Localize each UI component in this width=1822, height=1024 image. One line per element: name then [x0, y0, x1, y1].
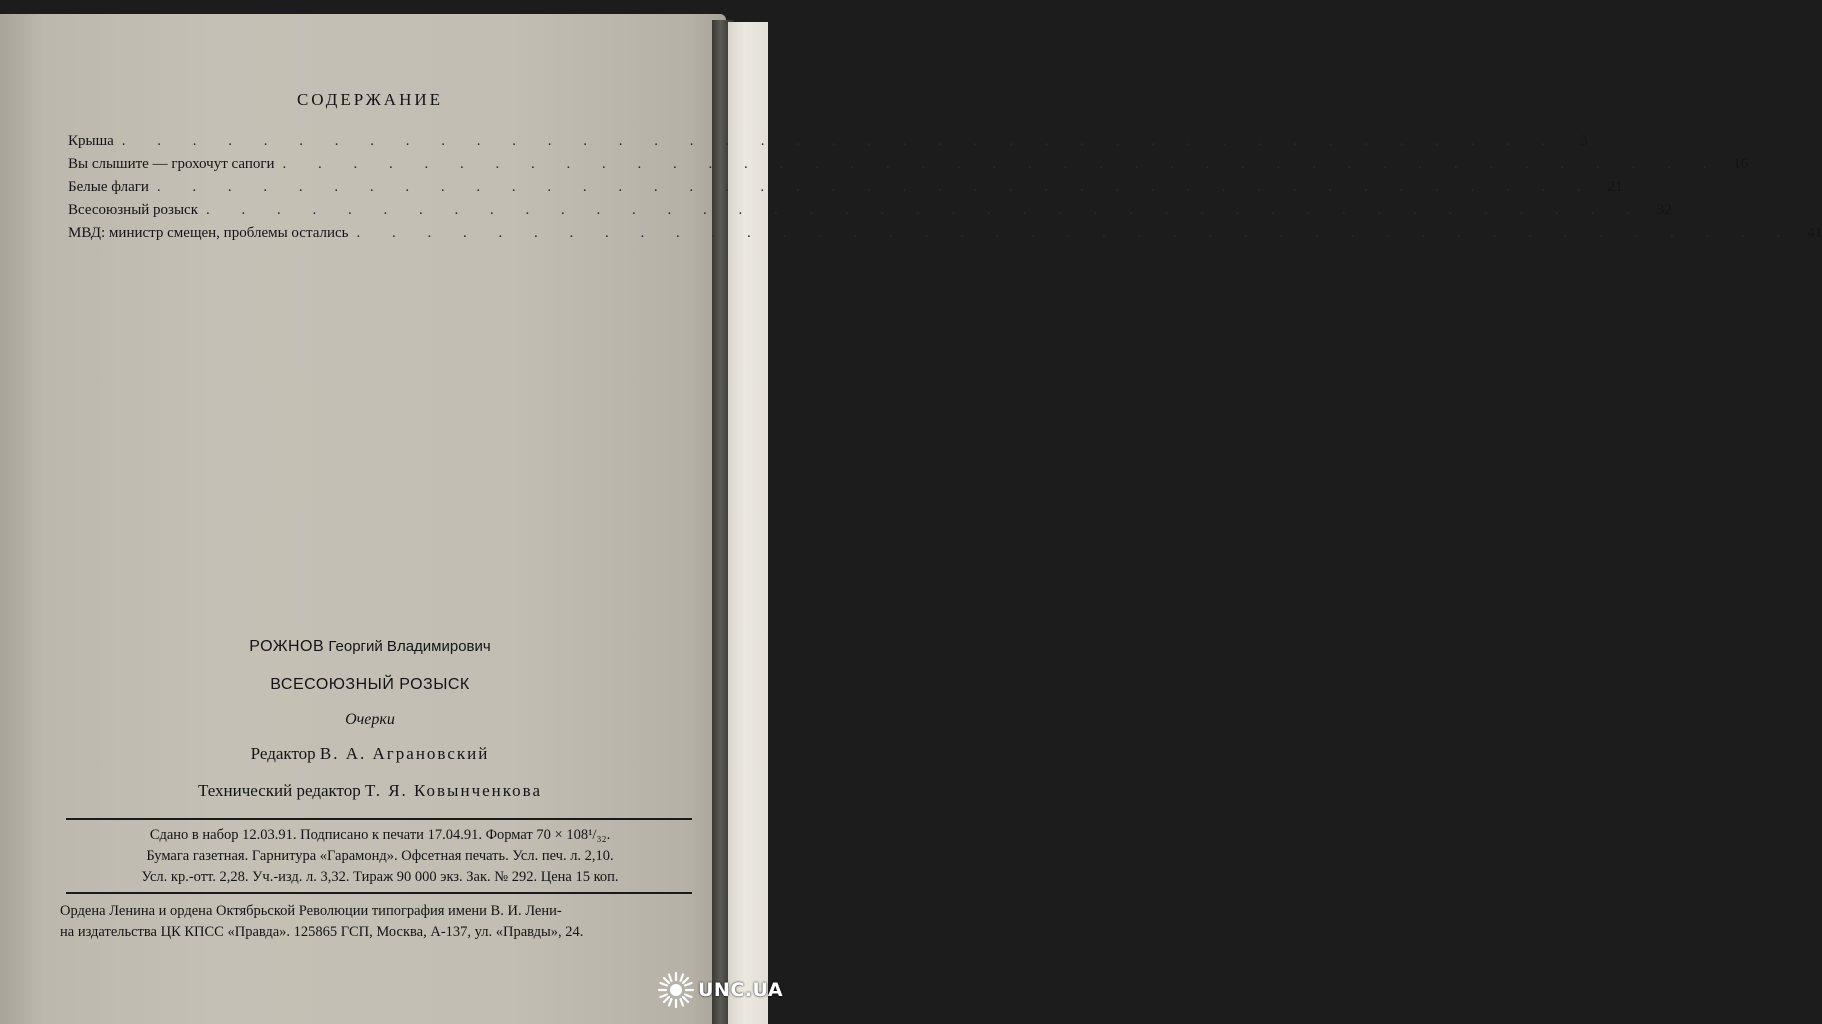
toc-entry-label: МВД: министр смещен, проблемы остались [68, 225, 349, 241]
toc-entry-label: Крыша [68, 133, 114, 149]
author-given-name: Георгий Владимирович [328, 638, 491, 655]
imprint-line-3: Усл. кр.-отт. 2,28. Уч.-изд. л. 3,32. Тираж 90 000 экз. Зак. № 292. Цена 15 коп. [141, 869, 619, 885]
imprint-line-1: Сдано в набор 12.03.91. Подписано к печати 17.04.91. Формат 70 × 108¹/₃₂. [149, 827, 611, 843]
tech-editor-label: Технический редактор [197, 781, 361, 800]
toc-leader-dots: . . . . . . . . . . . . . . . . . . . . . . . . . . . . . . . . . . . . . . . . . [156, 179, 1595, 195]
toc-entry-label: Вы слышите — грохочут сапоги [68, 156, 275, 172]
imprint-top-rule [66, 818, 692, 820]
tech-editor-name: Т. Я. Ковынченкова [365, 781, 543, 800]
toc-entry [68, 151, 1749, 173]
editor-label: Редактор [250, 744, 316, 763]
printer-line-1: Ордена Ленина и ордена Октябрьской Революции типография имени В. И. Лени- [60, 903, 562, 919]
toc-title: СОДЕРЖАНИЕ [296, 90, 444, 109]
book-genre: Очерки [345, 711, 395, 728]
imprint-bottom-rule [66, 892, 692, 894]
editor-line [0, 744, 740, 764]
toc-entry-page: 41 [1807, 225, 1822, 241]
toc-entry [68, 128, 1588, 150]
watermark [656, 966, 784, 1014]
toc-entry-page: 21 [1607, 179, 1623, 195]
toc-entry-page: 32 [1656, 202, 1672, 218]
editor-name: В. А. Аграновский [319, 744, 490, 763]
tech-editor-line [0, 781, 740, 801]
toc-leader-dots: . . . . . . . . . . . . . . . . . . . . . . . . . . . . . . . . . . . . . . . . . [206, 202, 1644, 218]
toc-leader-dots: . . . . . . . . . . . . . . . . . . . . . . . . . . . . . . . . . . . . . . . . . [282, 156, 1721, 172]
sunburst-logo-icon [656, 970, 696, 1010]
toc-entry-label: Белые флаги [68, 179, 149, 195]
toc-entry [68, 220, 1822, 242]
toc-entry [68, 197, 1672, 219]
author-surname: РОЖНОВ [249, 638, 325, 655]
imprint-line-2: Бумага газетная. Гарнитура «Гарамонд». Офсетная печать. Усл. печ. л. 2,10. [146, 848, 614, 864]
toc-entry-page: 16 [1733, 156, 1749, 172]
toc-leader-dots: . . . . . . . . . . . . . . . . . . . . . . . . . . . . . . . . . . . . . . . . . [356, 225, 1795, 241]
author-line [0, 636, 740, 656]
toc-entry-label: Всесоюзный розыск [68, 202, 198, 218]
book-title: ВСЕСОЮЗНЫЙ РОЗЫСК [270, 676, 470, 693]
toc-entry [68, 174, 1623, 196]
toc-leader-dots: . . . . . . . . . . . . . . . . . . . . . . . . . . . . . . . . . . . . . . . . . [121, 133, 1560, 149]
watermark-text: UNC.UA [698, 979, 784, 1001]
printer-line-2: на издательства ЦК КПСС «Правда». 125865 ГСП, Москва, А-137, ул. «Правды», 24. [60, 924, 584, 940]
toc-entry-page: 3 [1580, 133, 1588, 149]
